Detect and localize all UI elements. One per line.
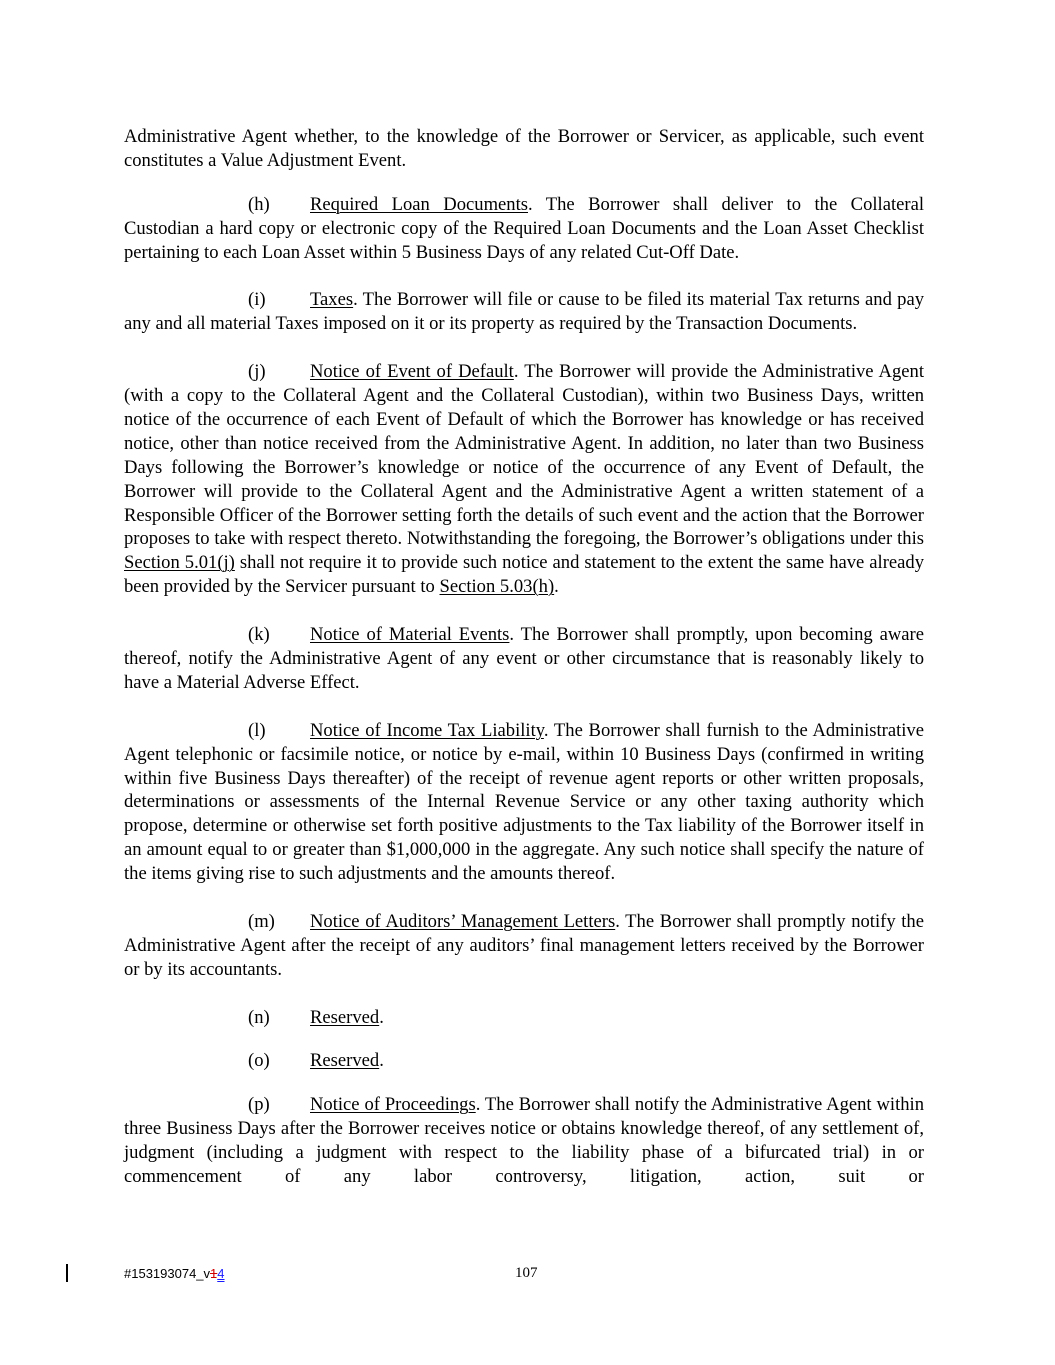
section-n (124, 1006, 924, 1030)
page-number: 107 (515, 1265, 538, 1281)
section-heading: Notice of Event of Default (310, 361, 514, 383)
section-body: . The Borrower shall deliver to the Collateral Custodian a hard copy or electronic copy of the Required Loan Documents and the Loan Asset Checklist pertaining to each Loan Asset within 5 Business Days of any related Cut-Off Date. (124, 193, 924, 263)
cross-reference-link[interactable]: Section 5.01(j) (124, 552, 235, 574)
section-heading: Required Loan Documents (310, 193, 528, 215)
section-label: (o) (248, 1050, 270, 1072)
section-body: shall not require it to provide such notice and statement to the extent the same have already been provided by the Servicer pursuant to (124, 552, 925, 598)
section-body: . (379, 1006, 384, 1028)
doc-id-prefix: #153193074_v (124, 1266, 211, 1281)
section-body: . The Borrower will file or cause to be filed its material Tax returns and pay any and all material Taxes imposed on it or its property as required by the Transaction Documents. (124, 289, 924, 335)
section-heading: Taxes (310, 289, 354, 311)
section-body: . The Borrower will provide the Administrative Agent (with a copy to the Collateral Agent and the Collateral Custodian), within two Business Days, written notice of the occurrence of each Event of Default of which the Borrower has knowledge or has received notice, other than notice received from the Administrative Agent. In addition, no later than two Business Days following the Borrower’s knowledge or notice of the occurrence of any Event of Default, the Borrower will provide to the Collateral Agent and the Administrative Agent a written statement of a Responsible Officer of the Borrower setting forth the details of such event and the action that the Borrower proposes to take with respect thereto. Notwithstanding the foregoing, the Borrower’s obligations under this (124, 361, 924, 550)
section-label: (m) (248, 910, 275, 932)
section-label: (h) (248, 193, 270, 215)
section-body: . (379, 1050, 384, 1072)
section-j (124, 360, 924, 599)
section-heading: Notice of Auditors’ Management Letters (310, 910, 616, 932)
revision-bar (66, 1264, 68, 1282)
section-h (124, 193, 924, 265)
section-heading: Notice of Income Tax Liability (310, 719, 544, 741)
section-label: (j) (248, 361, 266, 383)
section-heading: Reserved (310, 1050, 380, 1072)
document-id (124, 1266, 225, 1281)
section-label: (p) (248, 1094, 270, 1116)
cross-reference-link[interactable]: Section 5.03(h) (439, 576, 555, 598)
section-heading: Reserved (310, 1006, 380, 1028)
section-body: . The Borrower shall furnish to the Administrative Agent telephonic or facsimile notice, or notice by e-mail, within 10 Business Days (confirmed in writing within five Business Days thereafter) of the receipt of revenue agent reports or other written proposals, determinations or assessments of the Internal Revenue Service or any other taxing authority which propose, determine or otherwise set forth positive adjustments to the Tax liability of the Borrower itself in an amount equal to or greater than $1,000,000 in the aggregate. Any such notice shall specify the nature of the items giving rise to such adjustments and the amounts thereof. (124, 719, 924, 885)
section-label: (n) (248, 1006, 270, 1028)
section-label: (i) (248, 289, 266, 311)
section-body: . The Borrower shall promptly, upon becoming aware thereof, notify the Administrative Agent of any event or other circumstance that is reasonably likely to have a Material Adverse Effect. (124, 624, 924, 693)
section-k (124, 623, 924, 695)
section-label: (l) (248, 719, 266, 741)
section-heading: Notice of Material Events (310, 624, 510, 646)
deleted-version: 1 (210, 1266, 218, 1281)
section-m (124, 910, 924, 982)
section-body: . (554, 576, 559, 598)
section-o (124, 1049, 924, 1073)
section-l (124, 719, 924, 886)
page-footer (0, 1264, 1055, 1288)
inserted-version: 4 (217, 1266, 225, 1281)
document-page (124, 125, 924, 1213)
section-body: . The Borrower shall notify the Administrative Agent within three Business Days after the Borrower receives notice or obtains knowledge thereof, of any settlement of, judgment (including a judgment with respect to the liability phase of a bifurcated trial) in or commencement of any labor controversy, litigation, action, suit or (124, 1094, 925, 1188)
section-i (124, 288, 924, 336)
continuation-paragraph: Administrative Agent whether, to the knowledge of the Borrower or Servicer, as applicable, such event constitutes a Value Adjustment Event. (124, 126, 924, 171)
section-label: (k) (248, 624, 270, 646)
section-body: . The Borrower shall promptly notify the Administrative Agent after the receipt of any auditors’ final management letters received by the Borrower or by its accountants. (124, 910, 924, 980)
section-p (124, 1093, 924, 1189)
section-heading: Notice of Proceedings (310, 1094, 476, 1116)
